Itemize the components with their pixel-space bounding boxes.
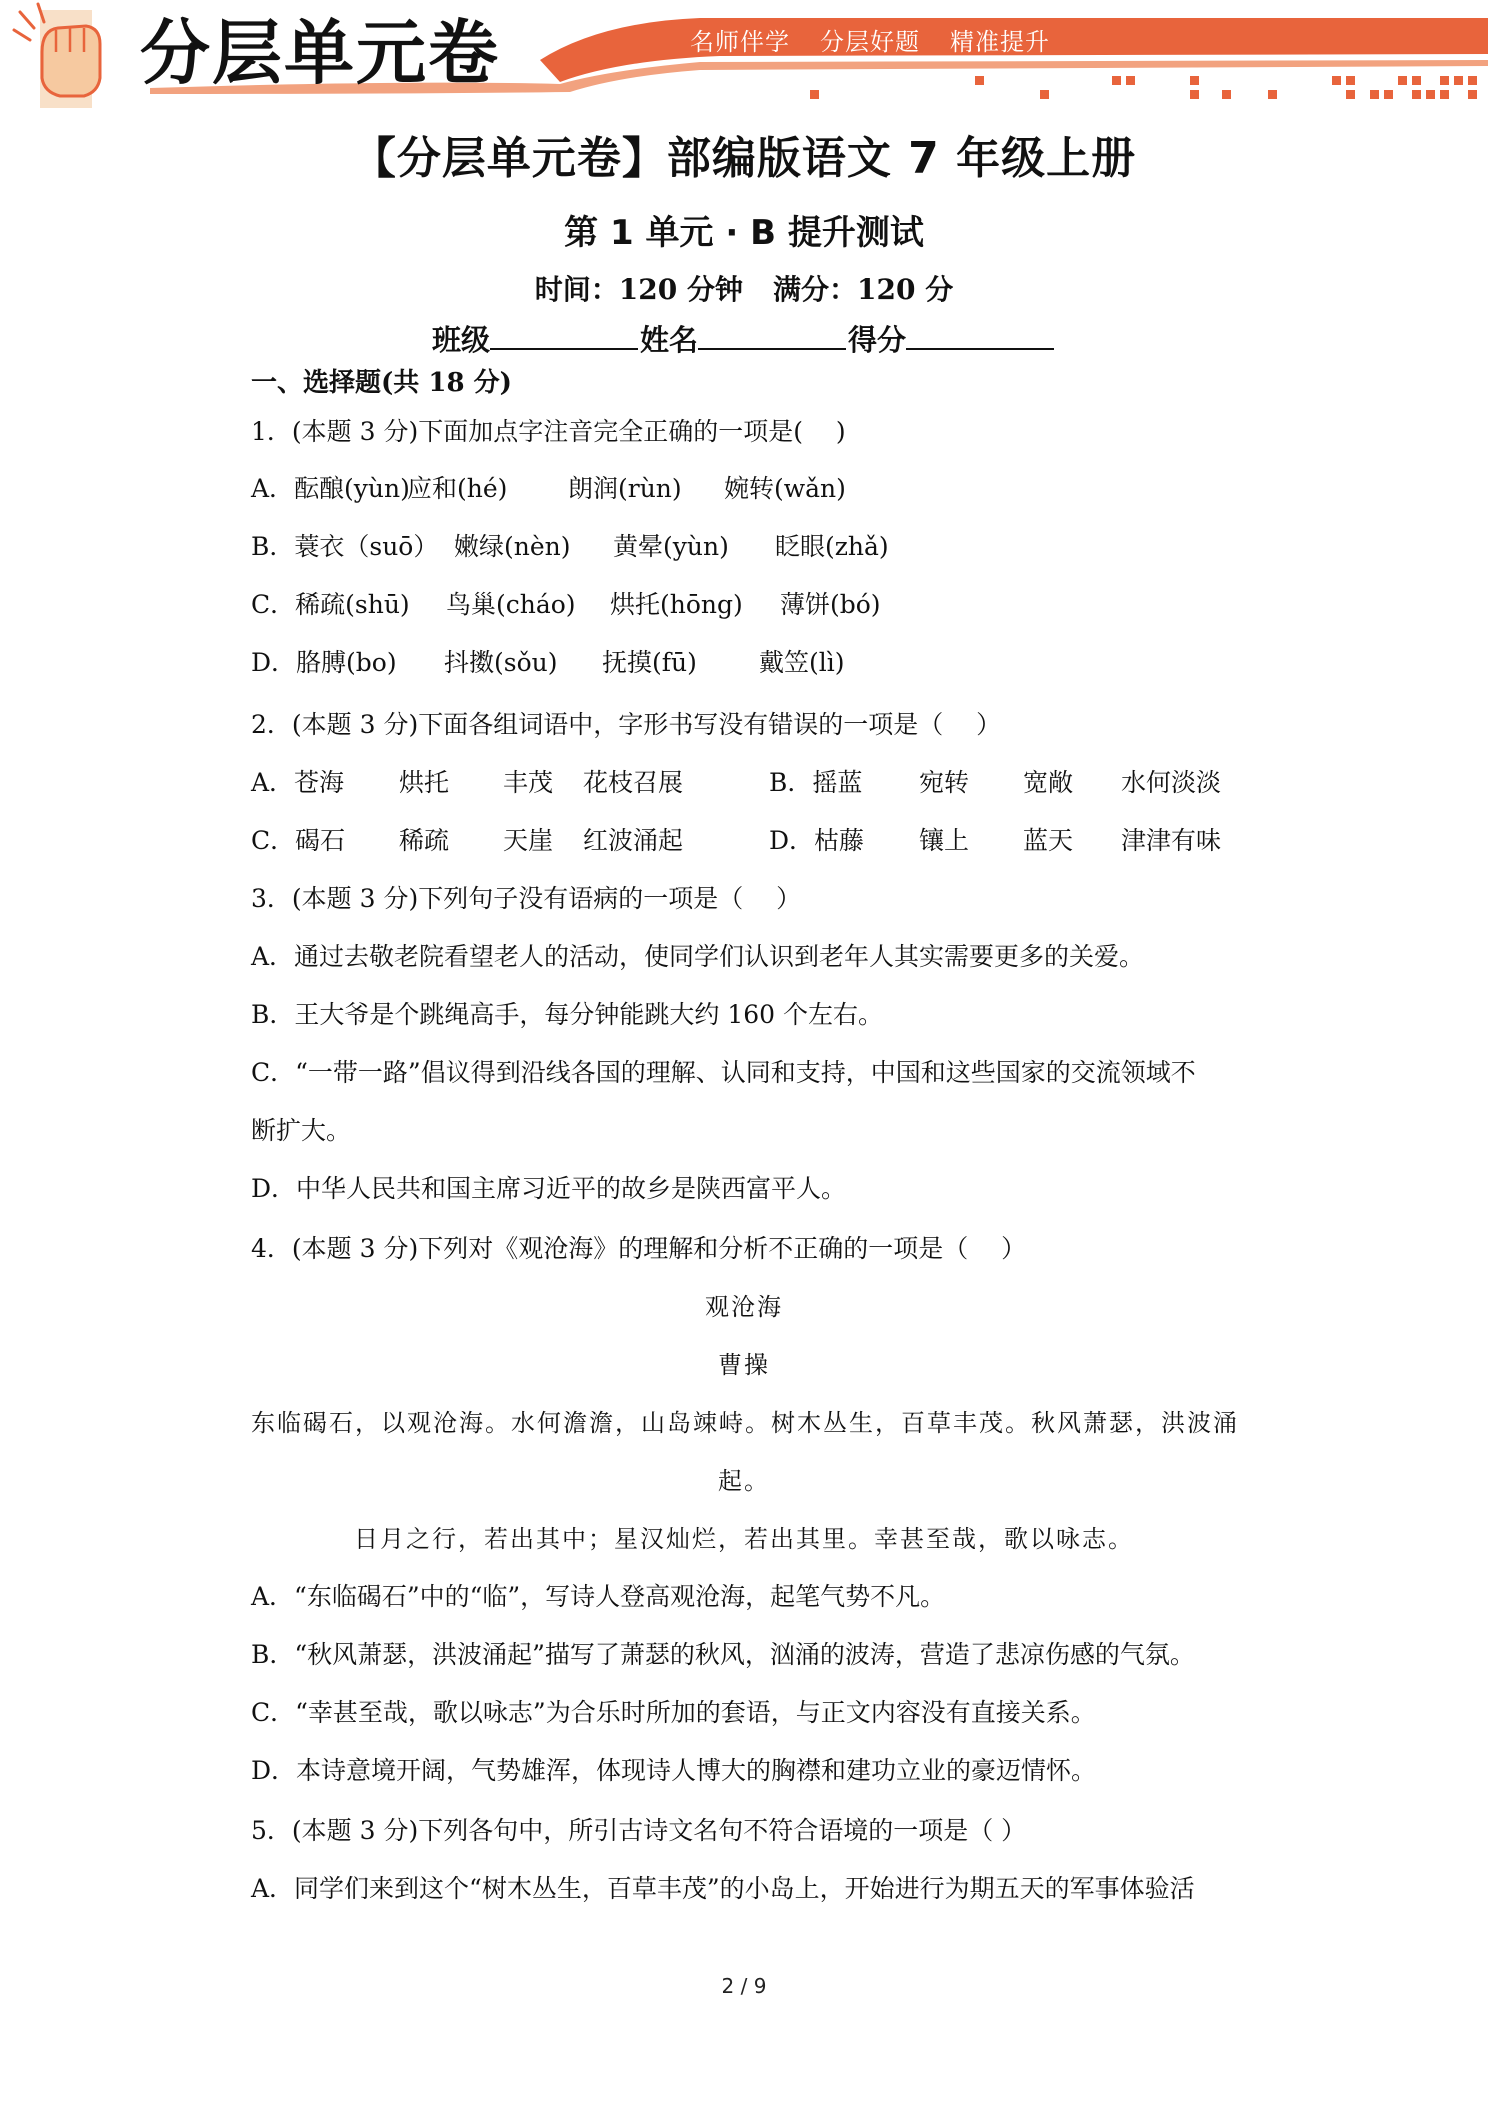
score-blank bbox=[906, 322, 1054, 350]
option-item: 婉转(wǎn) bbox=[724, 474, 846, 503]
name-blank bbox=[698, 322, 846, 350]
option-row bbox=[251, 588, 881, 622]
slogan-item: 精准提升 bbox=[950, 28, 1050, 56]
slogan-item: 名师伴学 bbox=[690, 28, 790, 56]
option-item: 应和(hé) bbox=[407, 474, 508, 503]
option-line: D．中华人民共和国主席习近平的故乡是陕西富平人。 bbox=[251, 1174, 847, 1203]
option-item: 眨眼(zhǎ) bbox=[775, 532, 889, 561]
question-stem: 5．(本题 3 分)下列各句中，所引古诗文名句不符合语境的一项是（ ） bbox=[251, 1816, 1027, 1845]
section-heading: 一、选择题(共 18 分) bbox=[251, 368, 512, 398]
option-row bbox=[251, 472, 846, 506]
option-item: 黄晕(yùn) bbox=[613, 532, 729, 561]
question-stem: 3．(本题 3 分)下列句子没有语病的一项是（ ） bbox=[251, 884, 802, 913]
document-title: 【分层单元卷】部编版语文 7 年级上册 bbox=[351, 133, 1137, 184]
option-item: 朗润(rùn) bbox=[568, 474, 682, 503]
option-item: D．胳膊(bo) bbox=[251, 648, 397, 677]
option-row bbox=[251, 646, 845, 680]
option-item: 蓝天 bbox=[1023, 826, 1074, 855]
option-item: 宛转 bbox=[919, 768, 970, 797]
score-label: 得分 bbox=[848, 323, 907, 357]
question-stem: 2．(本题 3 分)下面各组词语中，字形书写没有错误的一项是（ ） bbox=[251, 710, 1002, 739]
option-item: 抖擞(sǒu) bbox=[444, 648, 558, 677]
page-number: 2 / 9 bbox=[721, 1974, 767, 1998]
option-item: 丰茂 bbox=[503, 768, 554, 797]
poem-line: 日月之行，若出其中；星汉灿烂，若出其里。幸甚至哉，歌以咏志。 bbox=[354, 1525, 1134, 1553]
option-item: A．酝酿(yùn) bbox=[251, 474, 410, 503]
option-line: C．“幸甚至哉，歌以咏志”为合乐时所加的套语，与正文内容没有直接关系。 bbox=[251, 1698, 1096, 1727]
class-label: 班级 bbox=[431, 323, 490, 357]
option-item: A．苍海 bbox=[251, 768, 345, 797]
student-info-line bbox=[0, 318, 1488, 359]
option-item: 花枝召展 bbox=[583, 768, 684, 797]
option-item: D．枯藤 bbox=[769, 826, 865, 855]
option-line: B．王大爷是个跳绳高手，每分钟能跳大约 160 个左右。 bbox=[251, 1000, 883, 1029]
option-item: 烘托(hōng) bbox=[610, 590, 743, 619]
option-item: 宽敞 bbox=[1023, 768, 1074, 797]
slogan-item: 分层好题 bbox=[820, 28, 920, 56]
option-row bbox=[251, 824, 1221, 858]
option-item: B．摇蓝 bbox=[769, 768, 863, 797]
option-line: B．“秋风萧瑟，洪波涌起”描写了萧瑟的秋风，汹涌的波涛，营造了悲凉伤感的气氛。 bbox=[251, 1640, 1195, 1669]
option-line: D．本诗意境开阔，气势雄浑，体现诗人博大的胸襟和建功立业的豪迈情怀。 bbox=[251, 1756, 1097, 1785]
option-item: C．稀疏(shū) bbox=[251, 590, 410, 619]
option-item: 红波涌起 bbox=[583, 826, 684, 855]
option-item: 津津有味 bbox=[1121, 826, 1222, 855]
option-item: 稀疏 bbox=[399, 826, 450, 855]
option-line: A．通过去敬老院看望老人的活动，使同学们认识到老年人其实需要更多的关爱。 bbox=[251, 942, 1145, 971]
poem-author: 曹操 bbox=[718, 1351, 770, 1379]
option-line: A．同学们来到这个“树木丛生，百草丰茂”的小岛上，开始进行为期五天的军事体验活 bbox=[251, 1874, 1195, 1903]
brand-title: 分层单元卷 bbox=[140, 12, 500, 94]
option-item: 鸟巢(cháo) bbox=[446, 590, 576, 619]
option-item: C．碣石 bbox=[251, 826, 346, 855]
option-item: 抚摸(fū) bbox=[602, 648, 697, 677]
exam-score: 满分：120 分 bbox=[773, 273, 954, 306]
exam-time: 时间：120 分钟 bbox=[534, 273, 743, 306]
option-item: 天崖 bbox=[503, 826, 554, 855]
poem-title: 观沧海 bbox=[705, 1293, 783, 1321]
option-row bbox=[251, 766, 1221, 800]
class-blank bbox=[490, 322, 638, 350]
document-subtitle: 第 1 单元 · B 提升测试 bbox=[564, 213, 924, 253]
name-label: 姓名 bbox=[639, 323, 698, 357]
option-line: A．“东临碣石”中的“临”，写诗人登高观沧海，起笔气势不凡。 bbox=[251, 1582, 946, 1611]
option-item: 镶上 bbox=[919, 826, 970, 855]
slogan-list bbox=[690, 22, 1050, 57]
question-stem: 4．(本题 3 分)下列对《观沧海》的理解和分析不正确的一项是（ ） bbox=[251, 1234, 1027, 1263]
option-item: B．蓑衣（suō） bbox=[251, 532, 439, 561]
poem-line-continued: 起。 bbox=[718, 1467, 770, 1495]
header-banner bbox=[0, 0, 1488, 115]
option-item: 水何淡淡 bbox=[1121, 768, 1222, 797]
fist-icon bbox=[14, 4, 100, 108]
question-stem: 1．(本题 3 分)下面加点字注音完全正确的一项是( ) bbox=[251, 417, 846, 446]
poem-line: 东临碣石，以观沧海。水何澹澹，山岛竦峙。树木丛生，百草丰茂。秋风萧瑟，洪波涌 bbox=[251, 1409, 1239, 1437]
option-item: 嫩绿(nèn) bbox=[454, 532, 571, 561]
option-item: 烘托 bbox=[399, 768, 450, 797]
option-item: 薄饼(bó) bbox=[780, 590, 881, 619]
option-line: C．“一带一路”倡议得到沿线各国的理解、认同和支持，中国和这些国家的交流领域不 bbox=[251, 1058, 1196, 1087]
exam-meta bbox=[0, 268, 1488, 308]
option-row bbox=[251, 530, 889, 564]
option-item: 戴笠(lì) bbox=[759, 648, 845, 677]
option-line-continued: 断扩大。 bbox=[251, 1116, 352, 1145]
